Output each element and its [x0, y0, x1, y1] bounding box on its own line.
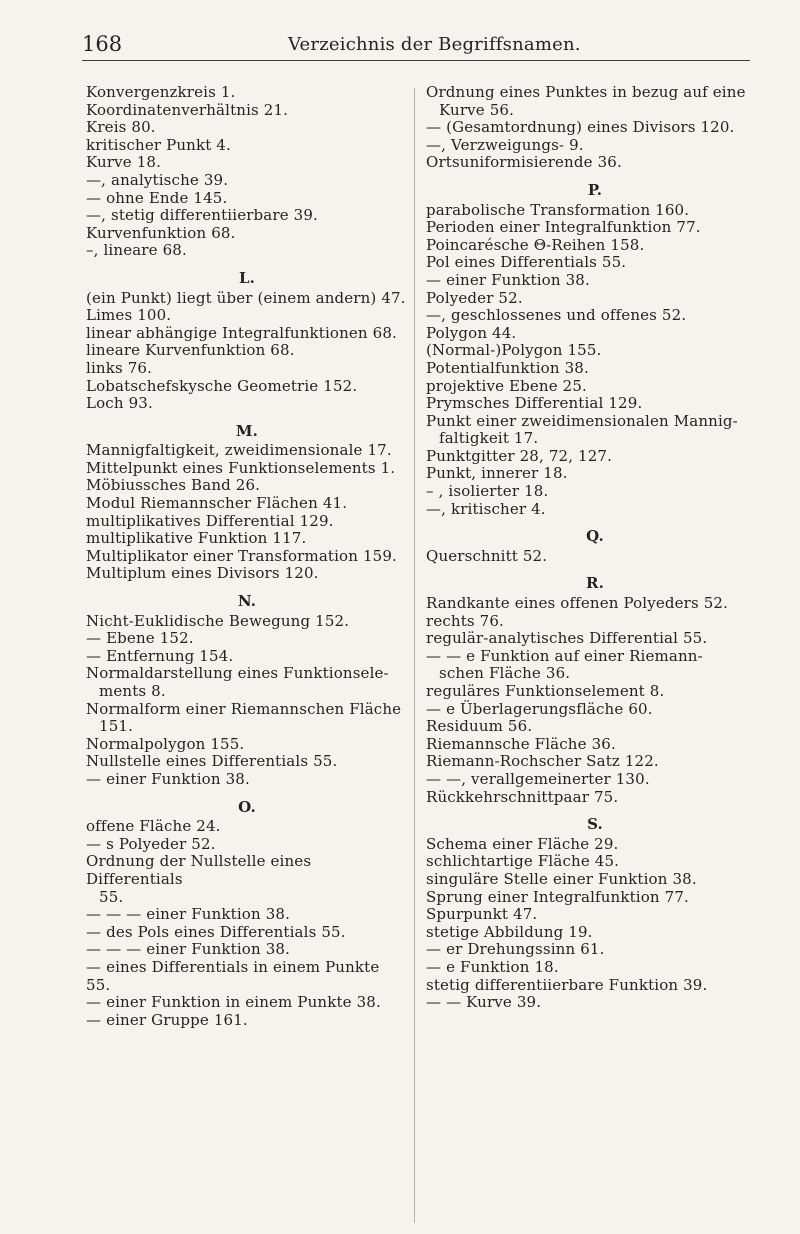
- index-entry: Prymsches Differential 129.: [426, 394, 643, 413]
- index-entry: Perioden einer Integralfunktion 77.: [426, 218, 701, 237]
- index-entry: Residuum 56.: [426, 717, 533, 736]
- index-section-n: [86, 613, 408, 789]
- index-section-k: [86, 84, 408, 260]
- entry-continuation: ments 8.: [99, 682, 166, 700]
- index-entry-multiline: [426, 648, 764, 683]
- section-heading-l: L.: [238, 268, 256, 287]
- column-divider: [414, 88, 415, 1223]
- index-entry: Möbiussches Band 26.: [86, 476, 261, 495]
- index-entry: — —, verallgemeinerter 130.: [426, 769, 650, 788]
- index-section-m: [86, 442, 408, 583]
- index-entry: —, kritischer 4.: [426, 499, 546, 518]
- index-entry: linear abhängige Integralfunktionen 68.: [86, 323, 397, 342]
- index-entry: reguläres Funktionselement 8.: [426, 682, 665, 700]
- index-entry: Loch 93.: [86, 394, 153, 413]
- entry-continuation: 55.: [99, 887, 124, 906]
- section-heading-n: N.: [237, 592, 257, 611]
- index-entry-multiline: [86, 701, 408, 736]
- index-entry: multiplikative Funktion 117.: [86, 529, 307, 548]
- index-entry: — ohne Ende 145.: [86, 188, 228, 207]
- entry-line: Ordnung eines Punktes in bezug auf eine: [426, 83, 746, 101]
- index-entry: Punktgitter 28, 72, 127.: [426, 446, 613, 465]
- index-entry: — einer Funktion 38.: [86, 769, 250, 788]
- index-entry: Multiplum eines Divisors 120.: [86, 564, 319, 583]
- entry-line: — — e Funktion auf einer Riemann-: [426, 646, 703, 665]
- index-entry: Riemannsche Fläche 36.: [426, 734, 616, 753]
- section-heading-q: Q.: [586, 527, 604, 546]
- index-entry: Sprung einer Integralfunktion 77.: [426, 887, 689, 906]
- index-entry: — — — einer Funktion 38.: [86, 940, 291, 959]
- index-entry: Querschnitt 52.: [426, 546, 548, 565]
- entry-line: Punkt einer zweidimensionalen Mannig-: [426, 411, 738, 430]
- index-entry: Multiplikator einer Transformation 159.: [86, 546, 397, 565]
- entry-continuation: faltigkeit 17.: [439, 429, 539, 448]
- index-entry: Mannigfaltigkeit, zweidimensionale 17.: [86, 441, 392, 460]
- index-entry: Nicht-Euklidische Bewegung 152.: [86, 611, 350, 630]
- section-heading-o: O.: [238, 797, 256, 816]
- index-entry: — eines Differentials in einem Punkte 55.: [86, 957, 380, 994]
- index-entry: Spurpunkt 47.: [426, 905, 538, 924]
- index-section-s: [426, 836, 764, 1012]
- index-entry: Modul Riemannscher Flächen 41.: [86, 494, 348, 513]
- index-entry: —, analytische 39.: [86, 170, 229, 189]
- index-entry: Riemann-Rochscher Satz 122.: [426, 752, 659, 771]
- index-entry: Pol eines Differentials 55.: [426, 253, 627, 272]
- section-heading-s: S.: [587, 815, 603, 834]
- index-entry: — (Gesamtordnung) eines Divisors 120.: [426, 118, 735, 137]
- index-entry: –, lineare 68.: [86, 241, 187, 260]
- index-entry: projektive Ebene 25.: [426, 376, 587, 395]
- index-entry: Kreis 80.: [86, 118, 156, 137]
- index-entry: singuläre Stelle einer Funktion 38.: [426, 869, 697, 888]
- page-header: [82, 30, 750, 61]
- index-section-o: [86, 818, 408, 1029]
- section-heading-m: M.: [235, 421, 259, 440]
- index-entry: (Normal-)Polygon 155.: [426, 341, 602, 360]
- index-entry: — — — einer Funktion 38.: [86, 905, 291, 924]
- index-entry: regulär-analytisches Differential 55.: [426, 629, 708, 648]
- index-entry: — des Pols eines Differentials 55.: [86, 922, 346, 941]
- index-entry: —, geschlossenes und offenes 52.: [426, 306, 687, 325]
- entry-line: Normaldarstellung eines Funktionsele-: [86, 664, 389, 683]
- index-entry: — e Funktion 18.: [426, 957, 559, 976]
- index-entry: offene Fläche 24.: [86, 817, 221, 836]
- index-entry: — Ebene 152.: [86, 629, 194, 648]
- index-entry: Schema einer Fläche 29.: [426, 834, 619, 853]
- index-entry: Punkt, innerer 18.: [426, 464, 568, 483]
- section-heading-p: P.: [587, 180, 603, 199]
- index-entry-multiline: [426, 84, 764, 119]
- index-entry: schlichtartige Fläche 45.: [426, 852, 620, 871]
- index-entry: – , isolierter 18.: [426, 482, 549, 501]
- index-entry: lineare Kurvenfunktion 68.: [86, 341, 295, 360]
- index-entry: kritischer Punkt 4.: [86, 135, 231, 154]
- index-entry: — e Überlagerungsfläche 60.: [426, 699, 653, 718]
- index-entry: Rückkehrschnittpaar 75.: [426, 787, 619, 806]
- index-entry: Poincarésche Θ-Reihen 158.: [426, 235, 645, 254]
- index-entry: — einer Funktion 38.: [426, 270, 590, 289]
- index-entry: Mittelpunkt eines Funktionselements 1.: [86, 458, 396, 477]
- index-entry: Potentialfunktion 38.: [426, 358, 589, 377]
- index-entry: (ein Punkt) liegt über (einem andern) 47.: [86, 288, 406, 307]
- index-entry: rechts 76.: [426, 611, 504, 630]
- index-entry: Ortsuniformisierende 36.: [426, 153, 622, 172]
- index-entry: Lobatschefskysche Geometrie 152.: [86, 376, 358, 395]
- index-entry: — einer Gruppe 161.: [86, 1010, 248, 1029]
- index-entry-multiline: [86, 665, 408, 700]
- index-entry: Polyeder 52.: [426, 288, 523, 307]
- index-section-q: [426, 548, 764, 566]
- index-entry: Konvergenzkreis 1.: [86, 83, 236, 101]
- index-entry: — Entfernung 154.: [86, 646, 234, 665]
- index-entry: parabolische Transformation 160.: [426, 200, 690, 219]
- index-column-right: [426, 84, 764, 1012]
- index-entry: Normalpolygon 155.: [86, 734, 245, 753]
- index-entry: —, stetig differentiierbare 39.: [86, 206, 318, 225]
- index-entry-multiline: [426, 413, 764, 448]
- index-entry: Limes 100.: [86, 306, 172, 325]
- index-entry: — einer Funktion in einem Punkte 38.: [86, 993, 381, 1012]
- entry-line: Ordnung der Nullstelle eines Differentials: [86, 852, 312, 888]
- index-entry: Polygon 44.: [426, 323, 517, 342]
- index-entry: — — Kurve 39.: [426, 993, 542, 1012]
- index-entry: — er Drehungssinn 61.: [426, 940, 605, 959]
- index-section-p: [426, 202, 764, 519]
- page-number: 168: [82, 32, 123, 56]
- index-entry: Koordinatenverhältnis 21.: [86, 100, 289, 119]
- index-entry: Nullstelle eines Differentials 55.: [86, 752, 338, 771]
- entry-continuation: schen Fläche 36.: [439, 664, 571, 683]
- index-entry: Kurvenfunktion 68.: [86, 223, 236, 242]
- entry-continuation: Kurve 56.: [439, 100, 515, 119]
- index-entry: stetige Abbildung 19.: [426, 922, 593, 941]
- running-head: Verzeichnis der Begriffsnamen.: [288, 34, 581, 55]
- index-entry: Kurve 18.: [86, 153, 162, 172]
- index-entry: links 76.: [86, 358, 153, 377]
- index-entry: stetig differentiierbare Funktion 39.: [426, 975, 708, 994]
- index-section-o-continued: [426, 84, 764, 172]
- entry-line: Normalform einer Riemannschen Fläche: [86, 699, 402, 718]
- index-entry: multiplikatives Differential 129.: [86, 511, 334, 530]
- section-heading-r: R.: [586, 574, 604, 593]
- index-entry: Randkante eines offenen Polyeders 52.: [426, 594, 729, 613]
- index-section-l: [86, 290, 408, 413]
- index-entry: —, Verzweigungs- 9.: [426, 135, 584, 154]
- entry-continuation: 151.: [99, 717, 133, 736]
- index-section-r: [426, 595, 764, 806]
- index-column-left: [86, 84, 408, 1029]
- index-entry: — s Polyeder 52.: [86, 834, 216, 853]
- index-entry-multiline: [86, 853, 408, 906]
